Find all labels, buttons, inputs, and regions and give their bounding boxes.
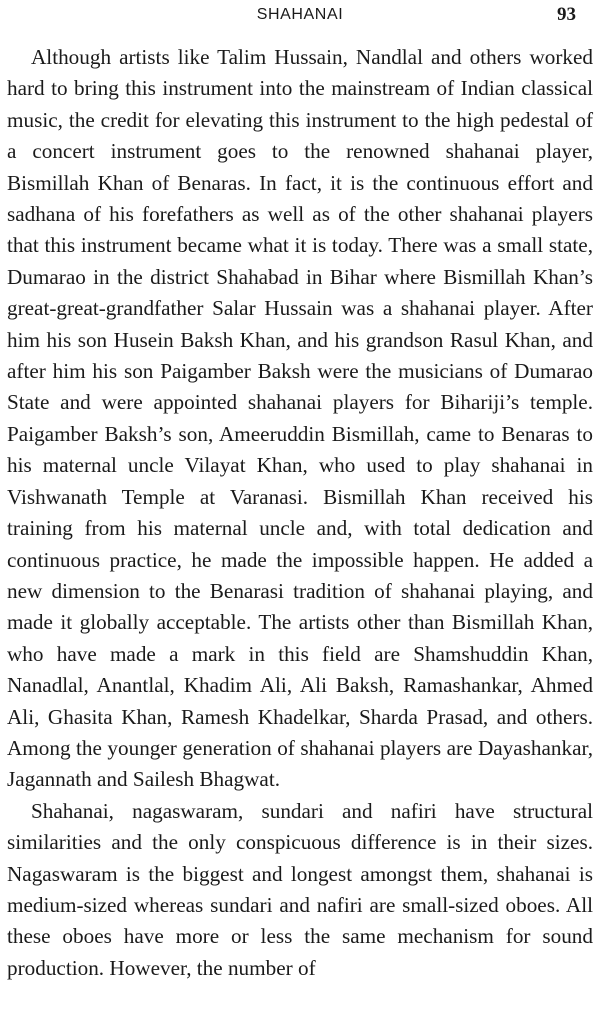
- page-number: 93: [557, 4, 576, 25]
- body-text: [7, 42, 593, 984]
- running-head: [0, 4, 600, 30]
- running-title: SHAHANAI: [256, 6, 344, 23]
- paragraph-2: Shahanai, nagaswaram, sundari and nafiri have structural similarities and the only conspicuous difference is in their sizes. Nagaswaram is the biggest and longest amongst them, shahanai is medium-sized whereas sundari and nafiri are small-sized oboes. All these oboes have more or less the same mechanism for sound production. However, the number of: [7, 798, 593, 980]
- paragraph-1: Although artists like Talim Hussain, Nandlal and others worked hard to bring this instrument into the mainstream of Indian classical music, the credit for elevating this instrument to the high pedestal of a concert instrument goes to the renowned shahanai player, Bismillah Khan of Benaras. In fact, it is the continuous effort and sadhana of his forefathers as well as of the other shahanai players that this instrument became what it is today. There was a small state, Dumarao in the district Shahabad in Bihar where Bismillah Khan’s great-great-grandfather Salar Hussain was a shahanai player. After him his son Husein Baksh Khan, and his grandson Rasul Khan, and after him his son Paigamber Baksh were the musicians of Dumarao State and were appointed shahanai players for Bihariji’s temple. Paigamber Baksh’s son, Ameeruddin Bismillah, came to Benaras to his maternal uncle Vilayat Khan, who used to play shahanai in Vishwanath Temple at Varanasi. Bismillah Khan received his training from his maternal uncle and, with total dedication and continuous practice, he made the impossible happen. He added a new dimension to the Benarasi tradition of shahanai playing, and made it globally acceptable. The artists other than Bismillah Khan, who have made a mark in this field are Shamshuddin Khan, Nanadlal, Anantlal, Khadim Ali, Ali Baksh, Ramashankar, Ahmed Ali, Ghasita Khan, Ramesh Khadelkar, Sharda Prasad, and others. Among the younger generation of shahanai players are Dayashankar, Jagannath and Sailesh Bhagwat.: [7, 45, 593, 792]
